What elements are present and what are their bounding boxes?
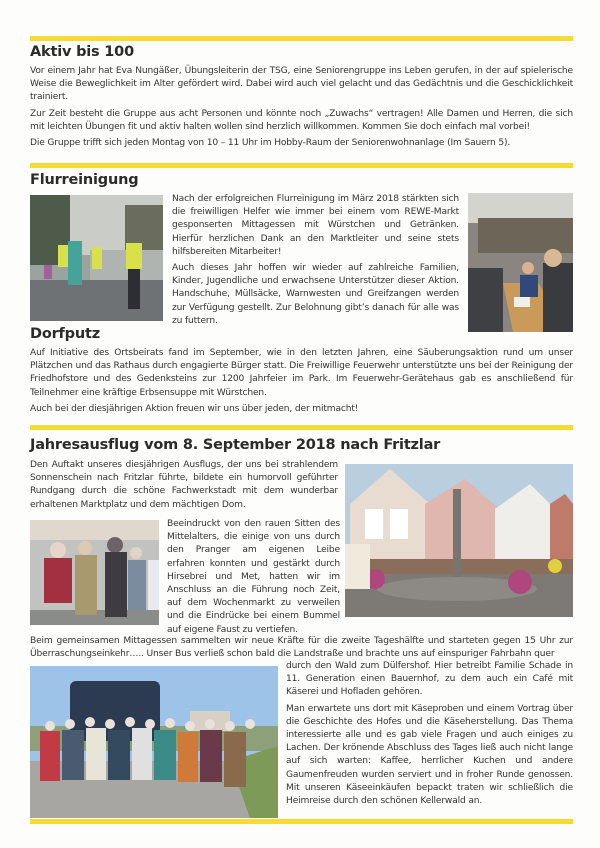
heading-jahresausflug: Jahresausflug vom 8. September 2018 nach Fritzlar (30, 437, 441, 453)
photo-pranger-group (30, 520, 159, 625)
photo-flurreinigung-helpers (30, 195, 163, 321)
photo-fritzlar-marktplatz (345, 464, 573, 617)
divider-bar (30, 163, 573, 168)
divider-bar-bottom (30, 819, 573, 824)
ausflug-pranger-text (167, 518, 340, 640)
ausflug-intro-text (30, 459, 338, 515)
photo-bus-group (30, 666, 278, 818)
aktiv-text (30, 65, 573, 153)
aktiv-paragraph: Zur Zeit besteht die Gruppe aus acht Personen und könnte noch „Zuwachs“ vertragen! Alle Damen und Herren, die sich mit leichten Übungen fit und aktiv halten wollen sind herzlich willkommen. Kommen Sie doch einfach mal vorbei! (30, 108, 573, 132)
ausflug-paragraph: Den Auftakt unseres diesjährigen Ausflugs, der uns bei strahlendem Sonnenschein nach Fritzlar führte, bildete ein humorvoll geführter Rundgang durch die schöne Fachwerkstadt mit dem wunderbar erhaltenen Marktplatz und dem mächtigen Dom. (30, 460, 338, 510)
flurreinigung-text (172, 193, 459, 331)
ausflug-paragraph: durch den Wald zum Dülfershof. Hier betreibt Familie Schade in 11. Generation einen Bauernhof, zu dem auch ein Café mit Käserei und Hofladen gehören. (286, 661, 573, 698)
aktiv-paragraph: Die Gruppe trifft sich jeden Montag von 10 – 11 Uhr im Hobby-Raum der Seniorenwohnanlage (Im Sauern 5). (30, 138, 511, 149)
flurreinigung-paragraph: Auch dieses Jahr hoffen wir wieder auf zahlreiche Familien, Kinder, Jugendliche und erwachsene Unterstützer dieser Aktion. Handschuhe, Müllsäcke, Warnwesten und Greifzangen werden zur Verfügung gestellt. Zur Belohnung gibt’s danach für alle was zu futtern. (172, 263, 459, 326)
ausflug-duelfershof-text (286, 660, 573, 811)
flurreinigung-paragraph: Nach der erfolgreichen Flurreinigung im März 2018 stärkten sich die freiwilligen Helfer wie immer bei einem vom REWE-Markt gesponserten Mittagessen mit Würstchen und Getränken. Hierfür herzlichen Dank an den Marktleiter und seine stets hilfsbereiten Mitarbeiter! (172, 194, 459, 257)
divider-bar (30, 425, 573, 430)
aktiv-paragraph: Vor einem Jahr hat Eva Nungäßer, Übungsleiterin der TSG, eine Seniorengruppe ins Leben gerufen, in der auf spielerische Weise die Beweglichkeit im Alter gefördert wird. Dabei wird auch viel gelacht und das Gedächtnis und die Geschicklichkeit trainiert. (30, 66, 573, 103)
heading-dorfputz: Dorfputz (30, 326, 100, 342)
ausflug-paragraph: Beeindruckt von den rauen Sitten des Mittelalters, die einige von uns durch den Pranger am eigenen Leibe erfahren konnten und gestärkt durch Hirsebrei und Met, hatten wir im Anschluss an die Führung noch Zeit, auf dem Wochenmarkt zu verweilen und die Eindrücke bei einem Bummel auf eigene Faust zu vertiefen. (167, 519, 340, 635)
dorfputz-paragraph: Auf Initiative des Ortsbeirats fand im September, wie in den letzten Jahren, eine Säuberungsaktion rund um unser Plätzchen und das Rathaus durch engagierte Bürger statt. Die Freiwillige Feuerwehr unterstützte uns bei der Reinigung der Friedhofstore und des Gedenksteins zur 1200 Jahrfeier im Park. Im Feuerwehr-Gerätehaus gab es anschließend für Teilnehmer eine kräftige Erbsensuppe mit Würstchen. (30, 348, 573, 398)
ausflug-paragraph: Beim gemeinsamen Mittagessen sammelten wir neue Kräfte für die zweite Tageshälfte und starteten gegen 15 Uhr zur Überraschungseinkehr….. Unser Bus verließ schon bald die Landstraße und brachte uns auf einspuriger Fahrbahn quer (30, 636, 573, 660)
heading-flurreinigung: Flurreinigung (30, 172, 139, 188)
dorfputz-text (30, 347, 573, 419)
dorfputz-paragraph: Auch bei der diesjährigen Aktion freuen wir uns über jeden, der mitmacht! (30, 403, 359, 414)
ausflug-paragraph: Man erwartete uns dort mit Käseproben und einem Vortrag über die Geschichte des Hofes und die Käseherstellung. Das Thema interessierte alle und es gab viele Fragen und auch einiges zu Lachen. Der krönende Abschluss des Tages ließ auch nicht lange auf sich warten: Kaffee, herrlicher Kuchen und andere Gaumenfreuden wurden serviert und in froher Runde genossen. Mit unseren Käseeinkäufen bepackt traten wir schließlich die Heimreise durch den schönen Kellerwald an. (286, 703, 573, 807)
photo-flurreinigung-lunch (468, 193, 573, 332)
divider-bar-top (30, 36, 573, 41)
heading-aktiv: Aktiv bis 100 (30, 44, 134, 60)
